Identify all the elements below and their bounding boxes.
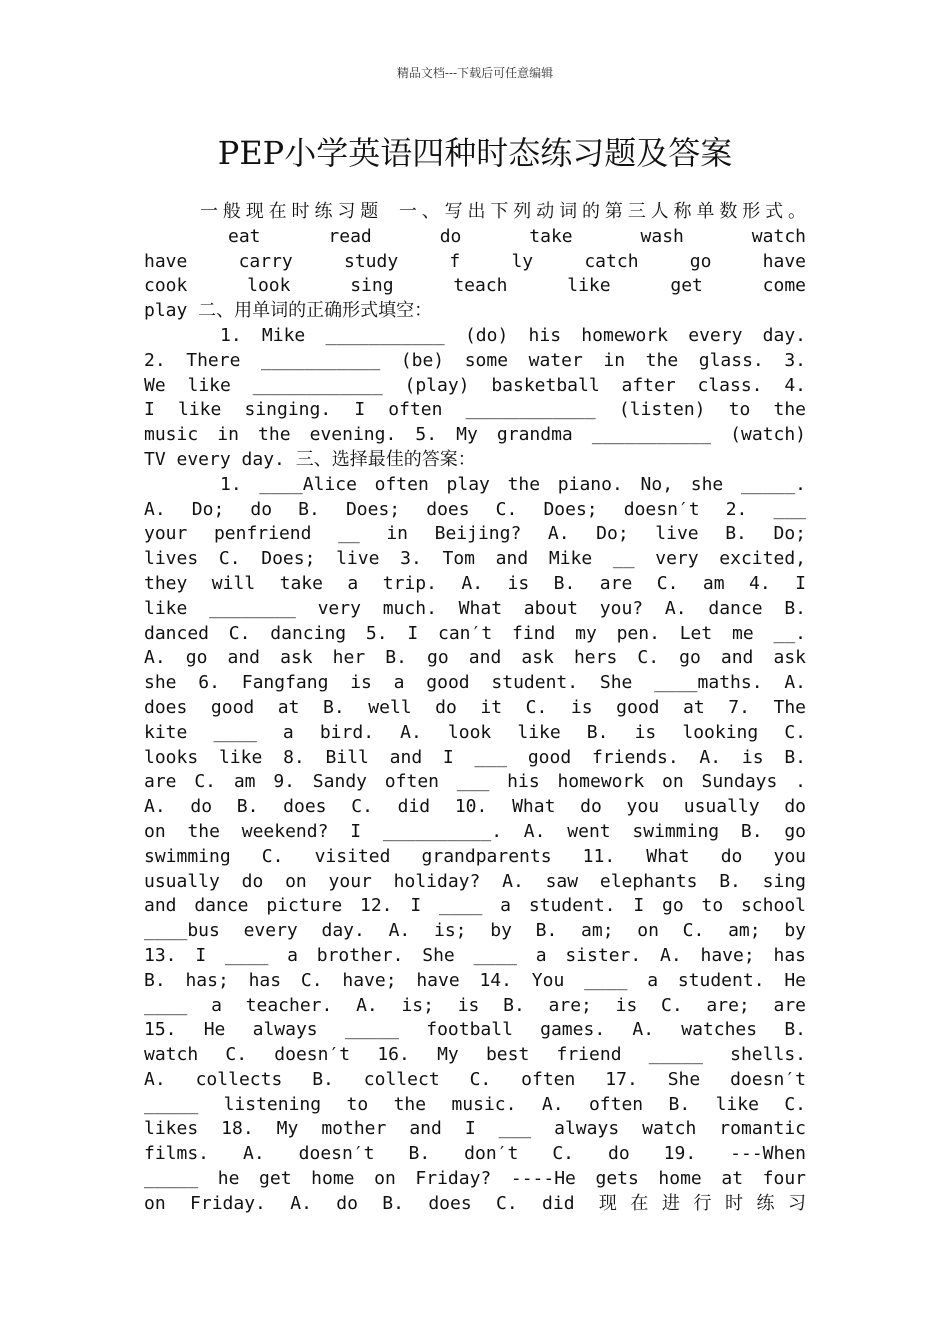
text-line: 1. Mike ___________ (do) his homework every day. bbox=[220, 324, 806, 346]
text-line: have carry study f ly catch go have bbox=[144, 250, 806, 272]
text-line: 2. There ___________ (be) some water in the glass. 3. bbox=[144, 349, 806, 371]
text-line: _____ he get home on Friday? ----He gets home at four bbox=[144, 1168, 806, 1190]
text-line: B. has; has C. have; have 14. You ____ a student. He bbox=[144, 969, 806, 991]
text-line: lives C. Does; live 3. Tom and Mike __ very excited, bbox=[144, 548, 806, 570]
text-line: music in the evening. 5. My grandma ___________ (watch) bbox=[144, 424, 806, 446]
text-line: on the weekend? I __________. A. went swimming B. go bbox=[144, 820, 806, 842]
text-line: and dance picture 12. I ____ a student. I go to school bbox=[144, 895, 806, 917]
text-line: swimming C. visited grandparents 11. What do you bbox=[144, 845, 806, 867]
text-line: A. go and ask her B. go and ask hers C. go and ask bbox=[144, 647, 806, 669]
text-line: kite ____ a bird. A. look like B. is looking C. bbox=[144, 721, 806, 743]
text-line: We like ____________ (play) basketball after class. 4. bbox=[144, 374, 806, 396]
text-line: cook look sing teach like get come bbox=[144, 275, 806, 297]
text-line: does good at B. well do it C. is good at 7. The bbox=[144, 696, 806, 718]
text-line: I like singing. I often ____________ (listen) to the bbox=[144, 399, 806, 421]
text-line: she 6. Fangfang is a good student. She ____maths. A. bbox=[144, 672, 806, 694]
text-line: like ________ very much. What about you? A. dance B. bbox=[144, 597, 806, 619]
text-line: _____ listening to the music. A. often B. like C. bbox=[144, 1093, 806, 1115]
text-line: looks like 8. Bill and I ___ good friends. A. is B. bbox=[144, 746, 806, 768]
text-line: eat read do take wash watch bbox=[228, 225, 806, 247]
text-line: on Friday. A. do B. does C. did 现在进行时练习 bbox=[144, 1192, 806, 1214]
text-line: are C. am 9. Sandy often ___ his homework on Sundays . bbox=[144, 771, 806, 793]
text-line: A. collects B. collect C. often 17. She doesn′t bbox=[144, 1068, 806, 1090]
text-line: they will take a trip. A. is B. are C. am 4. I bbox=[144, 572, 806, 594]
text-line: ____bus every day. A. is; by B. am; on C. am; by bbox=[144, 920, 806, 942]
text-line: TV every day. 三、选择最佳的答案： bbox=[144, 448, 476, 470]
text-line: 15. He always _____ football games. A. watches B. bbox=[144, 1019, 806, 1041]
text-line: A. do B. does C. did 10. What do you usually do bbox=[144, 796, 806, 818]
text-line: play 二、用单词的正确形式填空： bbox=[144, 300, 433, 322]
document-title: PEP小学英语四种时态练习题及答案 bbox=[217, 134, 733, 172]
text-line: usually do on your holiday? A. saw elephants B. sing bbox=[144, 870, 806, 892]
text-line: films. A. doesn′t B. don′t C. do 19. ---When bbox=[144, 1143, 806, 1165]
text-line: 一般现在时练习题 一、写出下列动词的第三人称单数形式。 bbox=[200, 201, 806, 222]
text-line: danced C. dancing 5. I can′t find my pen. Let me __. bbox=[144, 622, 806, 644]
text-line: your penfriend __ in Beijing? A. Do; live B. Do; bbox=[144, 523, 806, 545]
text-line: 1. ____Alice often play the piano. No, she _____. bbox=[220, 473, 806, 495]
text-line: watch C. doesn′t 16. My best friend _____ shells. bbox=[144, 1044, 806, 1066]
text-line: A. Do; do B. Does; does C. Does; doesn′t 2. ___ bbox=[144, 498, 806, 520]
header-watermark: 精品文档---下载后可任意编辑 bbox=[396, 66, 554, 80]
text-line: ____ a teacher. A. is; is B. are; is C. are; are bbox=[144, 994, 806, 1016]
text-line: 13. I ____ a brother. She ____ a sister. A. have; has bbox=[144, 944, 806, 966]
text-line: likes 18. My mother and I ___ always watch romantic bbox=[144, 1118, 806, 1140]
document-body bbox=[144, 200, 806, 1217]
